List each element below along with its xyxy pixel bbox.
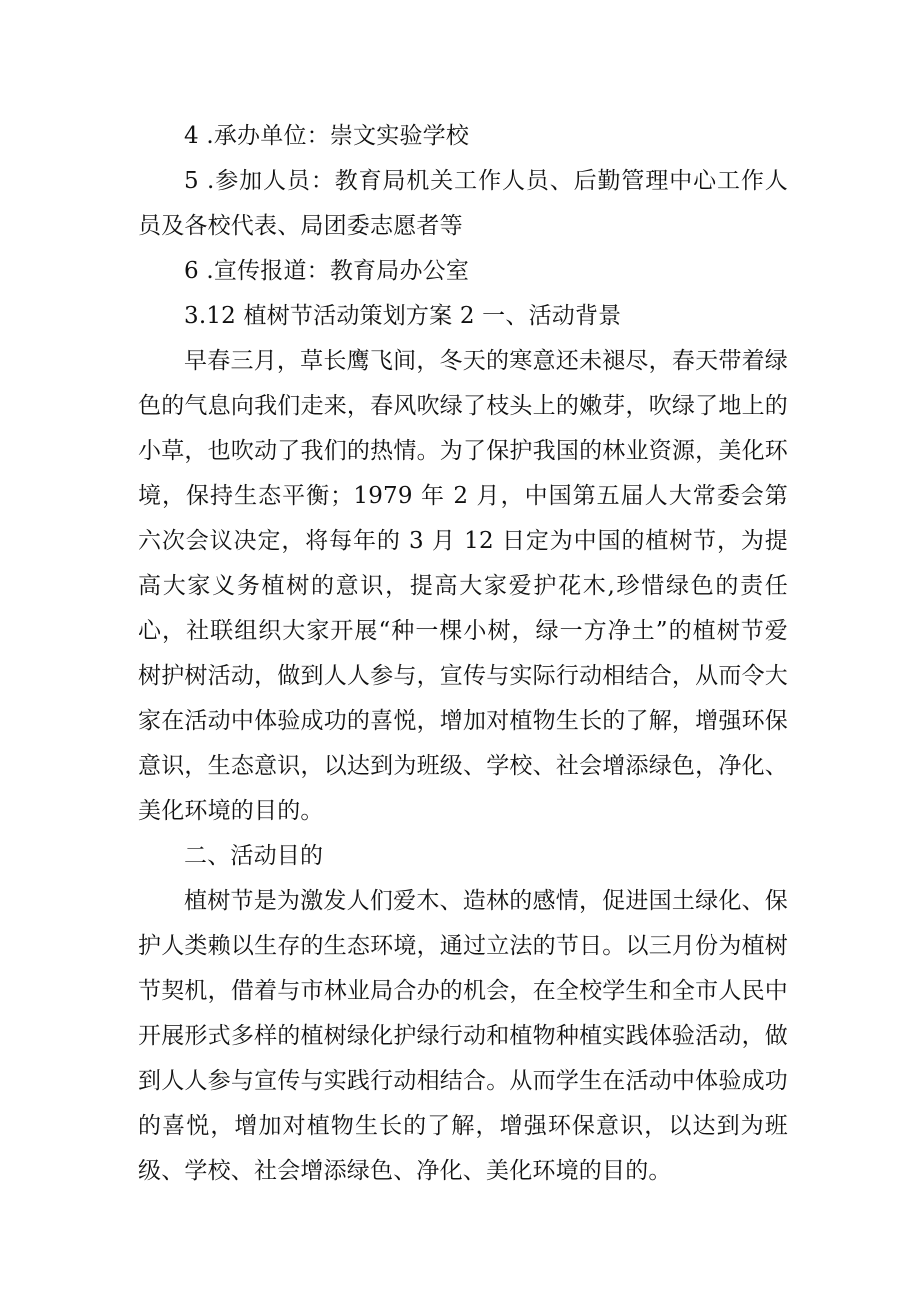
item-organizer: 4 .承办单位：崇文实验学校 bbox=[184, 123, 470, 149]
section-heading-purpose: 二、活动目的 bbox=[184, 843, 324, 869]
paragraph-purpose: 植树节是为激发人们爱木、造林的感情，促进国土绿化、保护人类赖以生存的生态环境，通过立法的节日。以三月份为植树节契机，借着与市林业局合办的机会，在全校学生和全市人民中开展形式多样的植树绿化护绿行动和植物种植实践体验活动，做到人人参与宣传与实践行动相结合。从而学生在活动中体验成功的喜悦，增加对植物生长的了解，增强环保意识，以达到为班级、学校、社会增添绿色、净化、美化环境的目的。 bbox=[138, 888, 788, 1184]
document-body bbox=[138, 114, 788, 1194]
paragraph-background: 早春三月，草长鹰飞间，冬天的寒意还未褪尽，春天带着绿色的气息向我们走来，春风吹绿了枝头上的嫩芽，吹绿了地上的小草，也吹动了我们的热情。为了保护我国的林业资源，美化环境，保持生态平衡；1979 年 2 月，中国第五届人大常委会第六次会议决定，将每年的 3 月 12 日定为中国的植树节，为提高大家义务植树的意识，提高大家爱护花木,珍惜绿色的责任心，社联组织大家开展“种一棵小树，绿一方净土”的植树节爱树护树活动，做到人人参与，宣传与实际行动相结合，从而令大家在活动中体验成功的喜悦，增加对植物生长的了解，增强环保意识，生态意识，以达到为班级、学校、社会增添绿色，净化、美化环境的目的。 bbox=[138, 348, 788, 824]
section-heading-plan-background: 3.12 植树节活动策划方案 2 一、活动背景 bbox=[184, 303, 622, 329]
item-publicity: 6 .宣传报道：教育局办公室 bbox=[184, 258, 470, 284]
item-participants: 5 .参加人员：教育局机关工作人员、后勤管理中心工作人员及各校代表、局团委志愿者等 bbox=[138, 168, 788, 239]
